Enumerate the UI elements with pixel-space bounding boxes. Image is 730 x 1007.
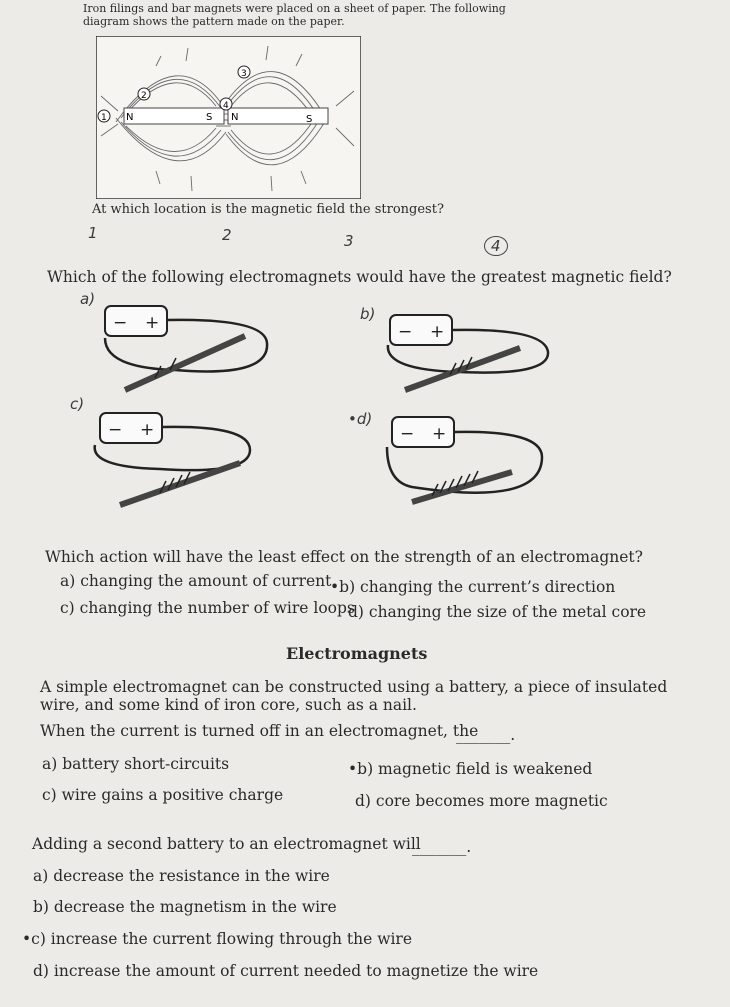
q4-option-b[interactable]: •b) magnetic field is weakened xyxy=(348,760,593,778)
electromagnet-b xyxy=(380,310,560,400)
q4-option-a[interactable]: a) battery short-circuits xyxy=(42,755,230,773)
location-1-label: 1 xyxy=(101,113,107,123)
intro-line-2: diagram shows the pattern made on the paper. xyxy=(83,15,345,28)
battery-c-plus: + xyxy=(140,420,155,440)
electromagnet-d xyxy=(382,412,562,517)
electromagnet-a xyxy=(95,298,275,398)
location-4-label: 4 xyxy=(223,101,229,111)
q1-answer-4[interactable]: 4 xyxy=(484,236,508,256)
q2-option-c-label[interactable]: c) xyxy=(70,395,85,413)
battery-b-minus: − xyxy=(398,322,413,342)
q3-option-a[interactable]: a) changing the amount of current xyxy=(60,572,332,590)
bar-magnet-diagram xyxy=(96,36,361,199)
battery-d-plus: + xyxy=(432,424,447,444)
q4-blank: _______. xyxy=(456,726,516,744)
q5-option-a[interactable]: a) decrease the resistance in the wire xyxy=(33,867,330,885)
pole-s-1: S xyxy=(206,112,213,123)
q3-option-b[interactable]: •b) changing the current’s direction xyxy=(330,578,616,596)
section-paragraph-1: A simple electromagnet can be constructed using a battery, a piece of insulated xyxy=(40,678,668,696)
pole-n-2: N xyxy=(231,112,239,123)
battery-a-plus: + xyxy=(145,313,160,333)
q1-text: At which location is the magnetic field the strongest? xyxy=(92,202,444,217)
q1-answer-3[interactable]: 3 xyxy=(344,232,354,250)
battery-a-minus: − xyxy=(113,313,128,333)
pole-s-2: S xyxy=(306,114,313,125)
q3-option-d[interactable]: d) changing the size of the metal core xyxy=(348,603,647,621)
q4-option-c[interactable]: c) wire gains a positive charge xyxy=(42,786,284,804)
section-title: Electromagnets xyxy=(286,644,428,663)
intro-line-1: Iron filings and bar magnets were placed on a sheet of paper. The following xyxy=(83,2,506,15)
electromagnet-c xyxy=(90,405,270,510)
q1-answer-2[interactable]: 2 xyxy=(222,226,232,244)
q2-option-b-label[interactable]: b) xyxy=(360,305,376,323)
battery-d-minus: − xyxy=(400,424,415,444)
q4-option-d[interactable]: d) core becomes more magnetic xyxy=(355,792,608,810)
q5-text: Adding a second battery to an electromagnet will xyxy=(32,835,421,853)
section-paragraph-2: wire, and some kind of iron core, such as a nail. xyxy=(40,696,417,714)
location-3-label: 3 xyxy=(241,69,247,79)
q4-text: When the current is turned off in an electromagnet, the xyxy=(40,722,479,740)
q3-option-c[interactable]: c) changing the number of wire loops xyxy=(60,599,355,617)
location-2-label: 2 xyxy=(141,91,147,101)
q5-blank: _______. xyxy=(412,838,472,856)
pole-n-1: N xyxy=(126,112,134,123)
q5-option-c[interactable]: •c) increase the current flowing through the wire xyxy=(22,930,413,948)
q1-answer-1[interactable]: 1 xyxy=(88,224,98,242)
q5-option-d[interactable]: d) increase the amount of current needed to magnetize the wire xyxy=(33,962,539,980)
battery-c-minus: − xyxy=(108,420,123,440)
battery-b-plus: + xyxy=(430,322,445,342)
q3-text: Which action will have the least effect on the strength of an electromagnet? xyxy=(45,548,643,566)
q2-option-d-label[interactable]: •d) xyxy=(348,410,373,428)
q2-text: Which of the following electromagnets would have the greatest magnetic field? xyxy=(47,268,672,286)
q2-option-a-label[interactable]: a) xyxy=(80,290,96,308)
q5-option-b[interactable]: b) decrease the magnetism in the wire xyxy=(33,898,337,916)
